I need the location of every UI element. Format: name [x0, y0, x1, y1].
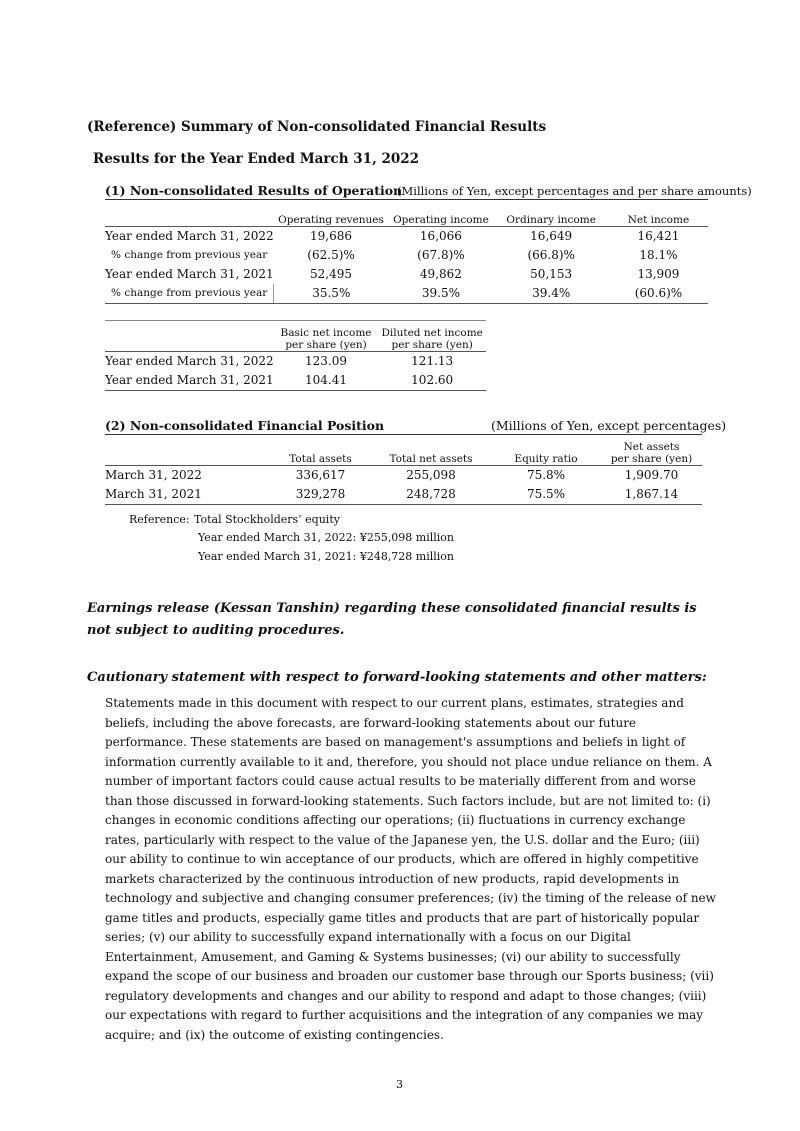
- reference-note-title: Total Stockholders’ equity: [194, 513, 340, 526]
- operating-revenues-cell: (62.5)%: [307, 248, 355, 262]
- basic-eps-header: [274, 327, 379, 352]
- row-label: % change from previous year: [105, 284, 274, 304]
- operating-income-cell: 16,066: [419, 229, 462, 243]
- operating-income-cell: 39.5%: [388, 284, 493, 304]
- row-label: Year ended March 31, 2022: [105, 354, 274, 368]
- ordinary-income-cell: 39.4%: [493, 284, 608, 304]
- operations-title-rule: [105, 199, 708, 200]
- per-share-header-row: [105, 327, 486, 352]
- total-net-assets-header-line2: Total net assets: [389, 453, 473, 465]
- operations-header-net-income: Net income: [609, 212, 708, 227]
- ordinary-income-cell: (66.8)%: [527, 248, 575, 262]
- total-assets-header-line1: [270, 441, 371, 453]
- table-row: [105, 265, 708, 284]
- equity-ratio-header: [491, 441, 601, 466]
- operations-header-operating-revenues: Operating revenues: [274, 212, 389, 227]
- per-share-top-rule: [105, 320, 486, 321]
- row-label: Year ended March 31, 2021: [105, 267, 274, 281]
- cautionary-title: Cautionary statement with respect to forward-looking statements and other matters:: [87, 670, 707, 685]
- diluted-eps-cell: 102.60: [378, 371, 486, 391]
- equity-ratio-cell: 75.5%: [491, 485, 601, 505]
- table-row: [105, 246, 708, 265]
- total-assets-header-line2: Total assets: [289, 453, 352, 465]
- total-net-assets-header-line1: [371, 441, 491, 453]
- total-net-assets-cell: 255,098: [406, 468, 456, 482]
- position-unit-note: (Millions of Yen, except percentages): [491, 418, 727, 433]
- row-label: Year ended March 31, 2021: [105, 371, 274, 391]
- table-row: [105, 352, 486, 372]
- table-row: [105, 227, 708, 247]
- net-income-cell: 16,421: [637, 229, 680, 243]
- total-net-assets-cell: 248,728: [371, 485, 491, 505]
- equity-ratio-cell: 75.8%: [526, 468, 566, 482]
- operations-header-blank: [105, 212, 274, 227]
- diluted-eps-cell: 121.13: [411, 354, 454, 368]
- total-assets-header: [270, 441, 371, 466]
- nav-per-share-header: [601, 441, 702, 466]
- reference-note-line-2022: Year ended March 31, 2022: ¥255,098 million: [198, 531, 455, 544]
- operations-table: [105, 212, 708, 304]
- table-row: [105, 371, 486, 391]
- total-assets-cell: 329,278: [270, 485, 371, 505]
- table-row: [105, 466, 702, 486]
- per-share-header-blank: [105, 327, 274, 352]
- operating-income-cell: (67.8)%: [417, 248, 465, 262]
- nav-per-share-header-line2: per share (yen): [610, 453, 693, 465]
- ordinary-income-cell: 16,649: [530, 229, 573, 243]
- ordinary-income-cell: 50,153: [530, 267, 573, 281]
- position-title-rule: [105, 434, 702, 435]
- nav-per-share-header-line1: Net assets: [623, 441, 680, 453]
- row-label: March 31, 2022: [105, 468, 202, 482]
- diluted-eps-header-line1: Diluted net income: [381, 327, 483, 339]
- basic-eps-header-line2: per share (yen): [285, 339, 367, 351]
- equity-ratio-header-line2: Equity ratio: [514, 453, 578, 465]
- basic-eps-header-line1: Basic net income: [280, 327, 372, 339]
- position-table: [105, 441, 702, 505]
- equity-ratio-header-line1: [491, 441, 601, 453]
- operations-header-operating-income: Operating income: [388, 212, 493, 227]
- operating-revenues-cell: 35.5%: [274, 284, 389, 304]
- operations-section-title: (1) Non-consolidated Results of Operation: [105, 183, 403, 198]
- total-net-assets-header: [371, 441, 491, 466]
- nav-per-share-cell: 1,867.14: [601, 485, 702, 505]
- diluted-eps-header: [378, 327, 486, 352]
- operations-unit-note: (Millions of Yen, except percentages and per share amounts): [397, 184, 752, 198]
- position-section-title: (2) Non-consolidated Financial Position: [105, 418, 385, 433]
- results-year-title: Results for the Year Ended March 31, 2022: [93, 151, 420, 167]
- row-label: % change from previous year: [111, 249, 268, 261]
- net-income-cell: (60.6)%: [609, 284, 708, 304]
- earnings-audit-note: Earnings release (Kessan Tanshin) regarding these consolidated financial results is not subject to auditing procedures.: [87, 601, 697, 638]
- reference-note-label: Reference:: [129, 513, 190, 526]
- basic-eps-cell: 123.09: [305, 354, 348, 368]
- basic-eps-cell: 104.41: [274, 371, 379, 391]
- per-share-table: [105, 327, 486, 391]
- net-income-cell: 18.1%: [639, 248, 678, 262]
- operating-revenues-cell: 52,495: [310, 267, 353, 281]
- reference-note-line-2021: Year ended March 31, 2021: ¥248,728 million: [198, 550, 455, 563]
- position-header-row: [105, 441, 702, 466]
- cautionary-body: Statements made in this document with respect to our current plans, estimates, strategies and beliefs, including the above forecasts, are forward-looking statements about our future performance. These statements are based on management's assumptions and beliefs in light of information currently available to it and, therefore, you should not place undue reliance on them. A number of important factors could cause actual results to be materially different from and worse than those discussed in forward-looking statements. Such factors include, but are not limited to: (i) changes in economic conditions affecting our operations; (ii) fluctuations in currency exchange rates, particularly with respect to the value of the Japanese yen, the U.S. dollar and the Euro; (iii) our ability to continue to win acceptance of our products, which are offered in highly competitive markets characterized by the continuous introduction of new products, rapid developments in technology and subjective and changing consumer preferences; (iv) the timing of the release of new game titles and products, especially game titles and products that are part of historically popular series; (v) our ability to successfully expand internationally with a focus on our Digital Entertainment, Amusement, and Gaming & Systems businesses; (vi) our ability to successfully expand the scope of our business and broaden our customer base through our Sports business; (vii) regulatory developments and changes and our ability to respond and adapt to those changes; (viii) our expectations with regard to further acquisitions and the integration of any companies we may acquire; and (ix) the outcome of existing contingencies.: [105, 696, 716, 1042]
- net-income-cell: 13,909: [637, 267, 680, 281]
- table-row: [105, 284, 708, 304]
- operating-revenues-cell: 19,686: [310, 229, 353, 243]
- position-header-blank: [105, 441, 270, 466]
- total-assets-cell: 336,617: [295, 468, 346, 482]
- table-row: [105, 485, 702, 505]
- operating-income-cell: 49,862: [419, 267, 462, 281]
- diluted-eps-header-line2: per share (yen): [391, 339, 473, 351]
- operations-header-row: [105, 212, 708, 227]
- operations-header-ordinary-income: Ordinary income: [493, 212, 608, 227]
- page-number: 3: [396, 1078, 403, 1091]
- reference-summary-title: (Reference) Summary of Non-consolidated Financial Results: [87, 119, 547, 135]
- row-label: Year ended March 31, 2022: [105, 229, 274, 243]
- row-label: March 31, 2021: [105, 485, 270, 505]
- nav-per-share-cell: 1,909.70: [624, 468, 679, 482]
